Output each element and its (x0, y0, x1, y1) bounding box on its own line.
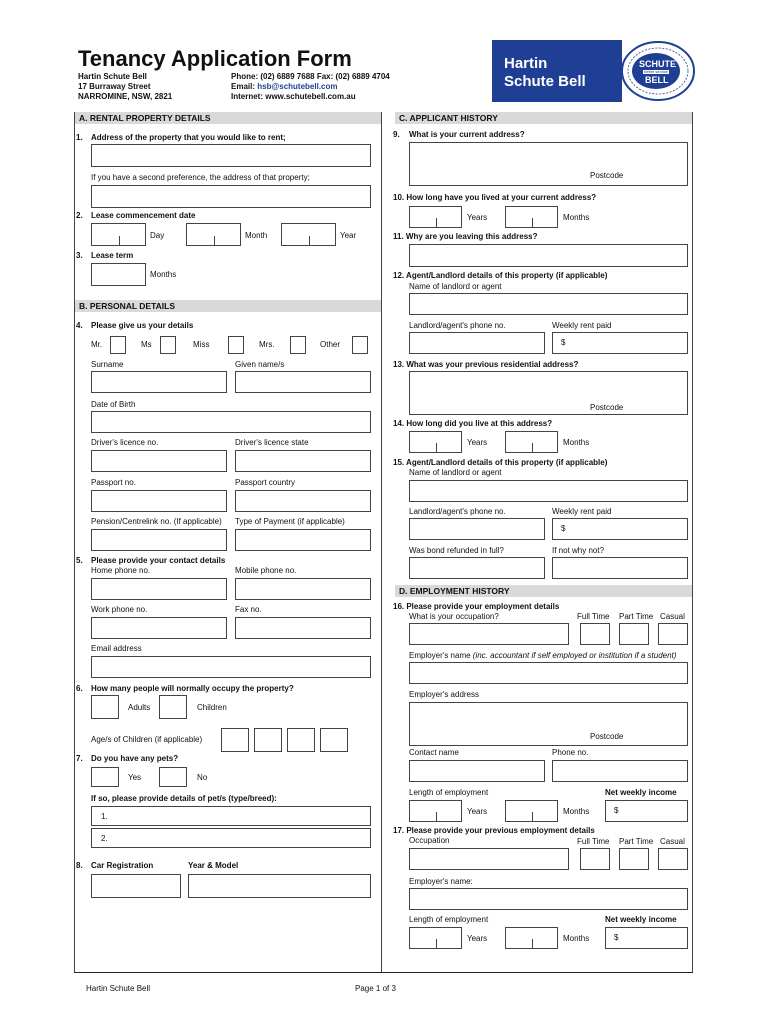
prev-occupation-field[interactable] (409, 848, 569, 870)
dollar-sign-3: $ (614, 806, 619, 815)
passport-field[interactable] (91, 490, 227, 512)
contact-name-label: Contact name (409, 748, 459, 757)
logo-seal (620, 40, 698, 102)
casual-checkbox[interactable] (658, 623, 688, 645)
current-months-field[interactable] (505, 206, 558, 228)
full-time-label: Full Time (577, 612, 610, 621)
prev-weekly-rent-field[interactable] (552, 518, 688, 540)
q4-number: 4. (76, 321, 83, 330)
title-other-label: Other (320, 340, 341, 349)
postcode-label-2: Postcode (590, 403, 624, 412)
second-preference-label: If you have a second preference, the address of that property; (91, 173, 310, 182)
seal-bot: BELL (645, 75, 669, 85)
q12-label: 12. Agent/Landlord details of this property (if applicable) (393, 271, 608, 280)
months-label-4: Months (563, 807, 590, 816)
company-email (231, 83, 338, 91)
year-model-field[interactable] (188, 874, 371, 898)
children-label: Children (197, 703, 227, 712)
landlord-name-label: Name of landlord or agent (409, 282, 502, 291)
pet-2-field[interactable] (91, 828, 371, 848)
pet-1-field[interactable] (91, 806, 371, 826)
bond-label: Was bond refunded in full? (409, 546, 504, 555)
q2-label: Lease commencement date (91, 211, 196, 220)
weekly-rent-label-2: Weekly rent paid (552, 507, 612, 516)
landlord-phone-field[interactable] (409, 332, 545, 354)
q3-label: Lease term (91, 251, 134, 260)
q7-number: 7. (76, 754, 83, 763)
dollar-sign-4: $ (614, 933, 619, 942)
bond-field[interactable] (409, 557, 545, 579)
prev-landlord-name-field[interactable] (409, 480, 688, 502)
company-internet: Internet: www.schutebell.com.au (231, 92, 356, 101)
passport-country-field[interactable] (235, 490, 371, 512)
length-employment-label-2: Length of employment (409, 915, 489, 924)
second-preference-field[interactable] (91, 185, 371, 208)
title-miss-checkbox[interactable] (228, 336, 244, 354)
lease-year-field[interactable] (281, 223, 336, 246)
mobile-phone-label: Mobile phone no. (235, 566, 297, 575)
phone-no-label: Phone no. (552, 748, 589, 757)
prev-net-weekly-field[interactable] (605, 927, 688, 949)
payment-type-field[interactable] (235, 529, 371, 551)
logo-line1: Hartin (504, 55, 548, 72)
title-mrs-checkbox[interactable] (290, 336, 306, 354)
pets-yes-checkbox[interactable] (91, 767, 119, 787)
full-time-label-2: Full Time (577, 837, 610, 846)
dob-field[interactable] (91, 411, 371, 433)
q5-label: Please provide your contact details (91, 556, 226, 565)
current-address-field[interactable] (409, 142, 688, 186)
prev-employment-months-field[interactable] (505, 927, 558, 949)
q16-label: 16. Please provide your employment details (393, 602, 560, 611)
pets-details-label: If so, please provide details of pet/s (type/breed): (91, 794, 277, 803)
month-label: Month (245, 231, 268, 240)
q1-label: Address of the property that you would like to rent; (91, 133, 286, 142)
landlord-phone-label-2: Landlord/agent's phone no. (409, 507, 506, 516)
q15-label: 15. Agent/Landlord details of this property (if applicable) (393, 458, 608, 467)
section-a-header: A. RENTAL PROPERTY DETAILS (75, 112, 381, 124)
prev-casual-checkbox[interactable] (658, 848, 688, 870)
dollar-sign-2: $ (561, 524, 566, 533)
contact-phone-field[interactable] (552, 760, 688, 782)
fax-label: Fax no. (235, 605, 262, 614)
day-label: Day (150, 231, 165, 240)
surname-label: Surname (91, 360, 124, 369)
employer-name-label (409, 652, 676, 660)
part-time-checkbox[interactable] (619, 623, 649, 645)
employer-name-note: (inc. accountant if self employed or institution if a student) (472, 651, 677, 660)
if-not-label: If not why not? (552, 546, 605, 555)
seal-top: SCHUTE (639, 59, 677, 69)
mobile-phone-field[interactable] (235, 578, 371, 600)
lease-term-field[interactable] (91, 263, 146, 286)
employment-months-field[interactable] (505, 800, 558, 822)
lease-day-field[interactable] (91, 223, 146, 246)
occupation-question-label: What is your occupation? (409, 612, 499, 621)
weekly-rent-field[interactable] (552, 332, 688, 354)
lease-month-field[interactable] (186, 223, 241, 246)
children-ages-label: Age/s of Children (if applicable) (91, 735, 203, 744)
children-field[interactable] (159, 695, 187, 719)
q8-number: 8. (76, 861, 83, 870)
licence-state-field[interactable] (235, 450, 371, 472)
employer-name-field[interactable] (409, 662, 688, 684)
licence-label: Driver's licence no. (91, 438, 159, 447)
previous-address-field[interactable] (409, 371, 688, 415)
email-link[interactable]: hsb@schutebell.com (257, 82, 338, 91)
adults-field[interactable] (91, 695, 119, 719)
title-mr-label: Mr. (91, 340, 103, 349)
employers-name-label: Employer's name: (409, 877, 473, 886)
fax-field[interactable] (235, 617, 371, 639)
casual-label: Casual (660, 612, 685, 621)
postcode-label: Postcode (590, 171, 624, 180)
landlord-name-field[interactable] (409, 293, 688, 315)
passport-label: Passport no. (91, 478, 136, 487)
q6-label: How many people will normally occupy the property? (91, 684, 294, 693)
email-address-label: Email address (91, 644, 142, 653)
column-divider (381, 112, 382, 972)
prev-employment-years-field[interactable] (409, 927, 462, 949)
year-label: Year (340, 231, 357, 240)
company-town: NARROMINE, NSW, 2821 (78, 92, 173, 101)
q2-number: 2. (76, 211, 83, 220)
net-weekly-field[interactable] (605, 800, 688, 822)
years-label: Years (467, 213, 488, 222)
page-title: Tenancy Application Form (78, 46, 352, 71)
q7-label: Do you have any pets? (91, 754, 179, 763)
landlord-phone-label: Landlord/agent's phone no. (409, 321, 506, 330)
title-miss-label: Miss (193, 340, 210, 349)
q13-label: 13. What was your previous residential address? (393, 360, 579, 369)
year-model-label: Year & Model (188, 861, 239, 870)
email-address-field[interactable] (91, 656, 371, 678)
current-years-field[interactable] (409, 206, 462, 228)
prev-part-time-checkbox[interactable] (619, 848, 649, 870)
seal-mid: better service (644, 69, 669, 74)
given-name-field[interactable] (235, 371, 371, 393)
years-label-2: Years (467, 438, 488, 447)
bottom-rule (74, 972, 693, 973)
q5-number: 5. (76, 556, 83, 565)
months-label: Months (150, 270, 177, 279)
if-not-field[interactable] (552, 557, 688, 579)
payment-type-label: Type of Payment (if applicable) (235, 517, 345, 526)
previous-years-field[interactable] (409, 431, 462, 453)
employment-years-field[interactable] (409, 800, 462, 822)
weekly-rent-label: Weekly rent paid (552, 321, 612, 330)
pet-1-number: 1. (101, 812, 108, 821)
leaving-reason-field[interactable] (409, 244, 688, 267)
company-name: Hartin Schute Bell (78, 72, 147, 81)
q8-label: Car Registration (91, 861, 154, 870)
passport-country-label: Passport country (235, 478, 296, 487)
section-d-header: D. EMPLOYMENT HISTORY (395, 585, 692, 597)
given-name-label: Given name/s (235, 360, 285, 369)
prev-full-time-checkbox[interactable] (580, 848, 610, 870)
occupation-field[interactable] (409, 623, 569, 645)
adults-label: Adults (128, 703, 151, 712)
part-time-label: Part Time (619, 612, 654, 621)
employer-address-field[interactable] (409, 702, 688, 746)
section-b-header: B. PERSONAL DETAILS (75, 300, 381, 312)
company-logo (492, 40, 622, 102)
months-label-3: Months (563, 438, 590, 447)
work-phone-field[interactable] (91, 617, 227, 639)
work-phone-label: Work phone no. (91, 605, 148, 614)
years-label-4: Years (467, 934, 488, 943)
child-age-3-field[interactable] (287, 728, 315, 752)
employer-address-label: Employer's address (409, 690, 479, 699)
pet-2-number: 2. (101, 834, 108, 843)
pension-label: Pension/Centrelink no. (If applicable) (91, 517, 222, 526)
licence-field[interactable] (91, 450, 227, 472)
q10-label: 10. How long have you lived at your current address? (393, 193, 597, 202)
net-weekly-label-2: Net weekly income (605, 915, 677, 924)
years-label-3: Years (467, 807, 488, 816)
q17-label: 17. Please provide your previous employment details (393, 826, 595, 835)
occupation-label: Occupation (409, 836, 450, 845)
footer-page-number: Page 1 of 3 (355, 984, 396, 993)
q14-label: 14. How long did you live at this address? (393, 419, 553, 428)
pets-yes-label: Yes (128, 773, 142, 782)
net-weekly-label: Net weekly income (605, 788, 677, 797)
pension-field[interactable] (91, 529, 227, 551)
child-age-2-field[interactable] (254, 728, 282, 752)
q1-number: 1. (76, 133, 83, 142)
surname-field[interactable] (91, 371, 227, 393)
title-mr-checkbox[interactable] (110, 336, 126, 354)
logo-line2: Schute Bell (504, 73, 586, 90)
prev-landlord-phone-field[interactable] (409, 518, 545, 540)
months-label-right: Months (563, 213, 590, 222)
home-phone-label: Home phone no. (91, 566, 151, 575)
email-label: Email: (231, 82, 258, 91)
pets-no-label: No (197, 773, 208, 782)
length-employment-label: Length of employment (409, 788, 489, 797)
company-street: 17 Burraway Street (78, 82, 151, 91)
licence-state-label: Driver's licence state (235, 438, 309, 447)
footer-company: Hartin Schute Bell (86, 984, 151, 993)
home-phone-field[interactable] (91, 578, 227, 600)
contact-name-field[interactable] (409, 760, 545, 782)
landlord-name-label-2: Name of landlord or agent (409, 468, 502, 477)
child-age-4-field[interactable] (320, 728, 348, 752)
title-other-checkbox[interactable] (352, 336, 368, 354)
q4-label: Please give us your details (91, 321, 194, 330)
postcode-label-3: Postcode (590, 732, 624, 741)
employer-name-pre: Employer's name (409, 651, 473, 660)
rent-address-field[interactable] (91, 144, 371, 167)
right-border (692, 112, 693, 972)
dollar-sign: $ (561, 338, 566, 347)
q9-label: What is your current address? (409, 130, 525, 139)
dob-label: Date of Birth (91, 400, 136, 409)
section-c-header: C. APPLICANT HISTORY (395, 112, 692, 124)
pets-no-checkbox[interactable] (159, 767, 187, 787)
prev-employer-name-field[interactable] (409, 888, 688, 910)
q6-number: 6. (76, 684, 83, 693)
part-time-label-2: Part Time (619, 837, 654, 846)
car-registration-field[interactable] (91, 874, 181, 898)
left-border (74, 112, 75, 972)
q3-number: 3. (76, 251, 83, 260)
child-age-1-field[interactable] (221, 728, 249, 752)
title-ms-label: Ms (141, 340, 152, 349)
previous-months-field[interactable] (505, 431, 558, 453)
months-label-5: Months (563, 934, 590, 943)
title-mrs-label: Mrs. (259, 340, 275, 349)
casual-label-2: Casual (660, 837, 685, 846)
title-ms-checkbox[interactable] (160, 336, 176, 354)
company-phone: Phone: (02) 6889 7688 Fax: (02) 6889 4704 (231, 72, 390, 81)
full-time-checkbox[interactable] (580, 623, 610, 645)
q11-label: 11. Why are you leaving this address? (393, 232, 538, 241)
q9-number: 9. (393, 130, 400, 139)
